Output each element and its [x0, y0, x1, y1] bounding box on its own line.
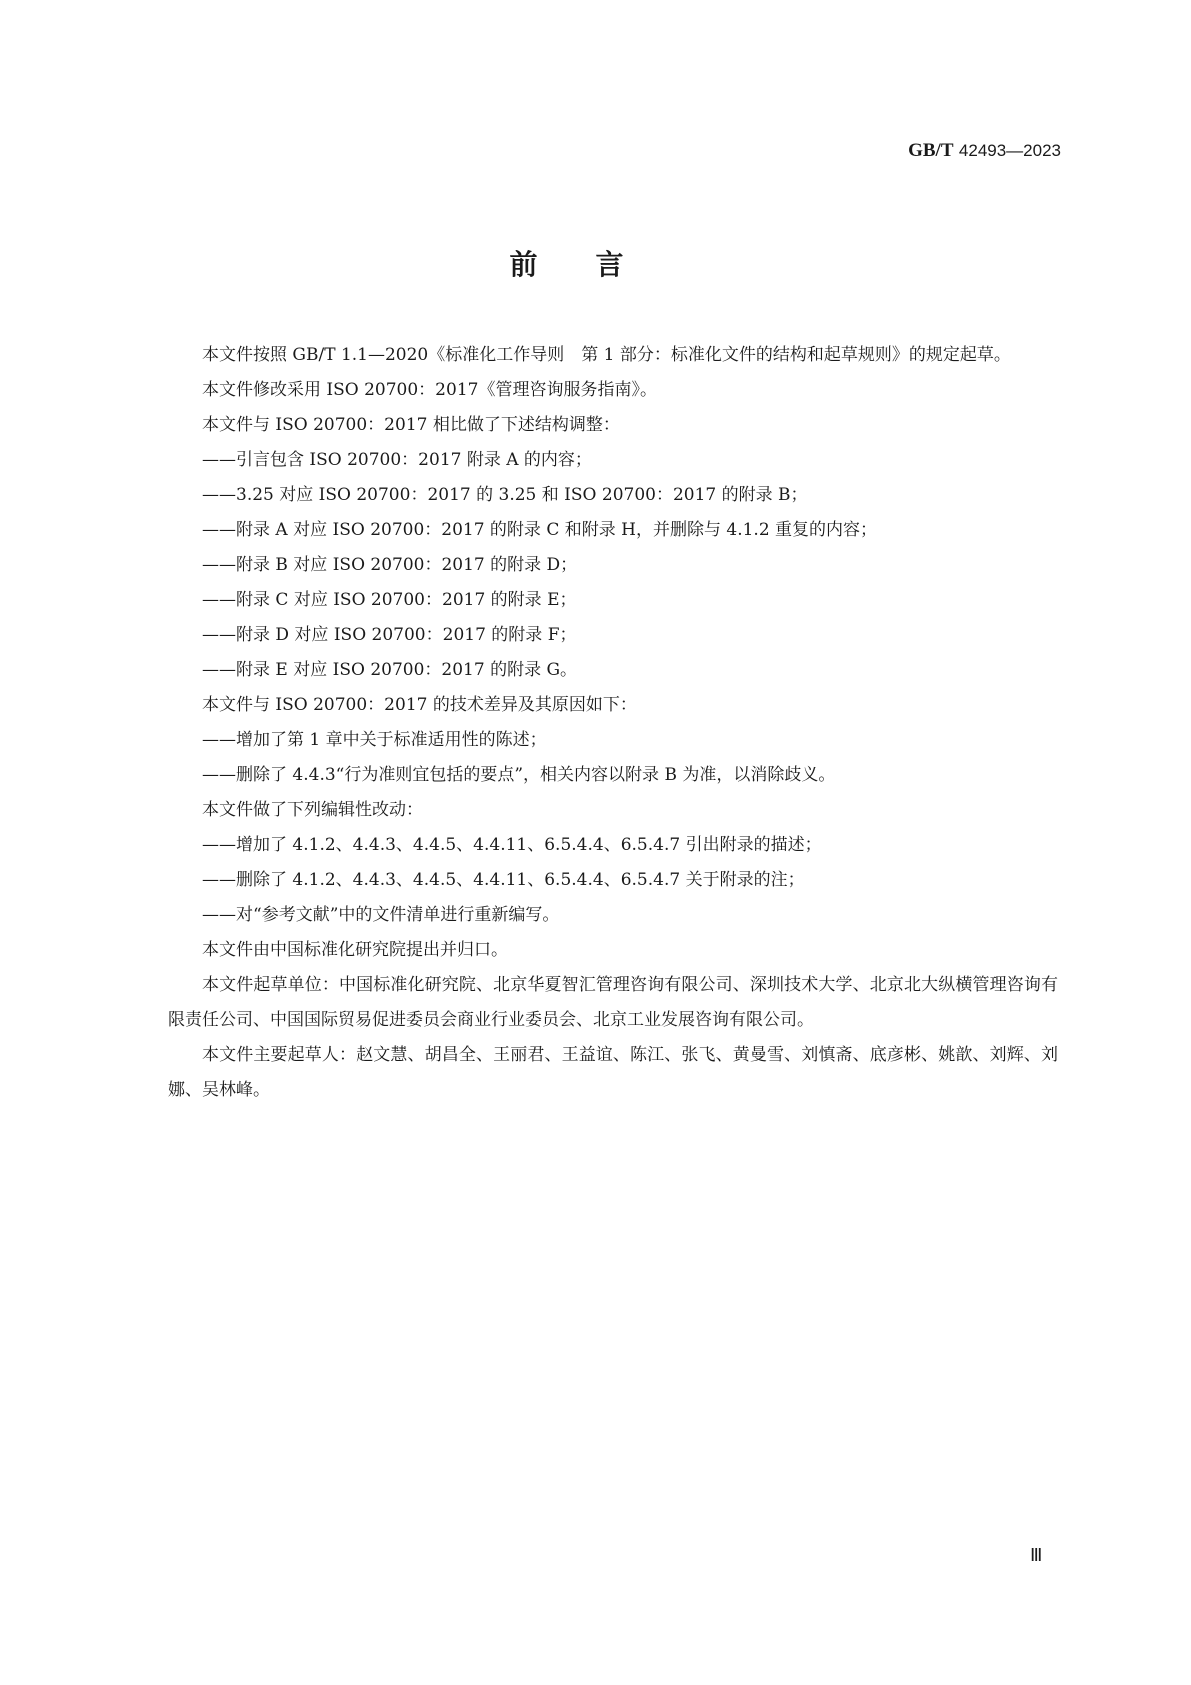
standard-code — [908, 140, 1061, 162]
foreword-body — [168, 338, 1058, 1108]
paragraph-proposer: 本文件由中国标准化研究院提出并归口。 — [202, 940, 508, 960]
list-item: ——附录 C 对应 ISO 20700：2017 的附录 E； — [202, 590, 577, 610]
paragraph-tech-diff-intro: 本文件与 ISO 20700：2017 的技术差异及其原因如下： — [202, 695, 637, 715]
paragraph-drafting-units: 本文件起草单位：中国标准化研究院、北京华夏智汇管理咨询有限公司、深圳技术大学、北京北大纵横管理咨询有限责任公司、中国国际贸易促进委员会商业行业委员会、北京工业发展咨询有限公司。 — [168, 975, 1058, 1030]
page-number: Ⅲ — [1030, 1545, 1043, 1565]
list-item: ——删除了 4.4.3“行为准则宜包括的要点”，相关内容以附录 B 为准，以消除歧义。 — [202, 765, 836, 785]
list-item: ——对“参考文献”中的文件清单进行重新编写。 — [202, 905, 560, 925]
paragraph-adoption: 本文件修改采用 ISO 20700：2017《管理咨询服务指南》。 — [202, 380, 657, 400]
paragraph-editorial-intro: 本文件做了下列编辑性改动： — [202, 800, 423, 820]
list-item: ——引言包含 ISO 20700：2017 附录 A 的内容； — [202, 450, 592, 470]
list-item: ——附录 D 对应 ISO 20700：2017 的附录 F； — [202, 625, 577, 645]
list-item: ——附录 E 对应 ISO 20700：2017 的附录 G。 — [202, 660, 578, 680]
paragraph-structure-intro: 本文件与 ISO 20700：2017 相比做了下述结构调整： — [202, 415, 620, 435]
list-item: ——删除了 4.1.2、4.4.3、4.4.5、4.4.11、6.5.4.4、6.5.4.7 关于附录的注； — [202, 870, 805, 890]
list-item: ——增加了 4.1.2、4.4.3、4.4.5、4.4.11、6.5.4.4、6.5.4.7 引出附录的描述； — [202, 835, 822, 855]
page-title: 前言 — [509, 248, 682, 281]
paragraph-drafting-rules: 本文件按照 GB/T 1.1—2020《标准化工作导则 第 1 部分：标准化文件的结构和起草规则》的规定起草。 — [202, 345, 1011, 365]
list-item: ——附录 A 对应 ISO 20700：2017 的附录 C 和附录 H，并删除与 4.1.2 重复的内容； — [202, 520, 878, 540]
list-item: ——附录 B 对应 ISO 20700：2017 的附录 D； — [202, 555, 578, 575]
list-item: ——3.25 对应 ISO 20700：2017 的 3.25 和 ISO 20700：2017 的附录 B； — [202, 485, 808, 505]
list-item: ——增加了第 1 章中关于标准适用性的陈述； — [202, 730, 547, 750]
standard-prefix: GB/T — [908, 140, 954, 161]
standard-number: 42493—2023 — [958, 141, 1061, 160]
paragraph-drafters: 本文件主要起草人：赵文慧、胡昌全、王丽君、王益谊、陈江、张飞、黄曼雪、刘慎斋、底彦彬、姚歆、刘辉、刘娜、吴林峰。 — [168, 1045, 1058, 1100]
